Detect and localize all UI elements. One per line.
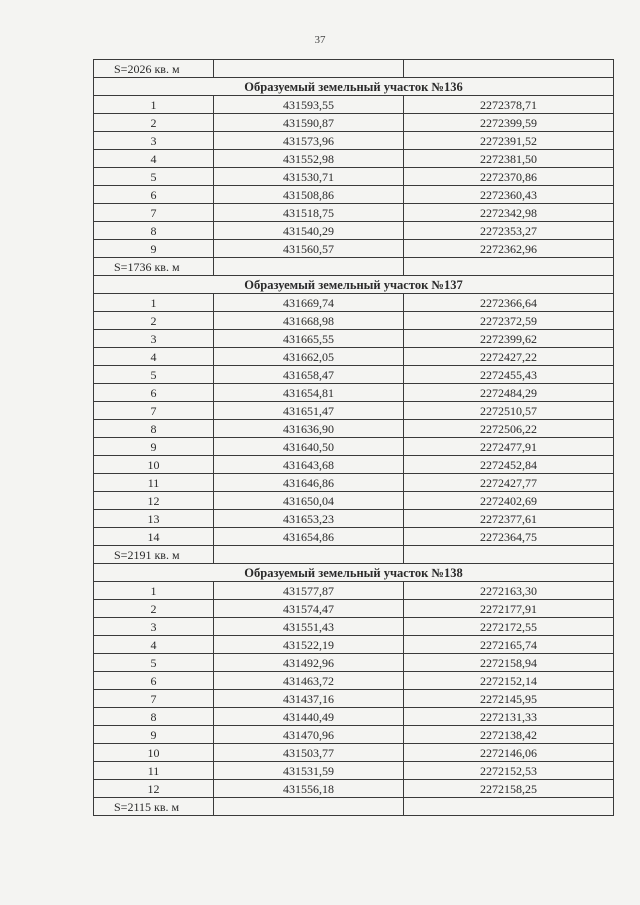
empty-cell [404,798,614,816]
table-row [94,420,614,438]
point-number-cell: 13 [94,510,214,528]
x-coordinate-cell: 431574,47 [214,600,404,618]
table-row [94,618,614,636]
table-row [94,708,614,726]
point-number-cell: 5 [94,168,214,186]
y-coordinate-cell: 2272427,77 [404,474,614,492]
x-coordinate-cell: 431552,98 [214,150,404,168]
plot-title-row [94,276,614,294]
x-coordinate-cell: 431658,47 [214,366,404,384]
point-number-cell: 8 [94,222,214,240]
x-coordinate-cell: 431560,57 [214,240,404,258]
empty-cell [214,798,404,816]
empty-cell [404,60,614,78]
point-number-cell: 9 [94,240,214,258]
y-coordinate-cell: 2272381,50 [404,150,614,168]
y-coordinate-cell: 2272131,33 [404,708,614,726]
point-number-cell: 2 [94,312,214,330]
table-row [94,384,614,402]
table-row [94,240,614,258]
x-coordinate-cell: 431646,86 [214,474,404,492]
table-row [94,366,614,384]
y-coordinate-cell: 2272477,91 [404,438,614,456]
empty-cell [214,60,404,78]
y-coordinate-cell: 2272362,96 [404,240,614,258]
x-coordinate-cell: 431669,74 [214,294,404,312]
point-number-cell: 4 [94,150,214,168]
area-row [94,798,614,816]
y-coordinate-cell: 2272510,57 [404,402,614,420]
table-row [94,726,614,744]
y-coordinate-cell: 2272172,55 [404,618,614,636]
point-number-cell: 7 [94,204,214,222]
x-coordinate-cell: 431530,71 [214,168,404,186]
empty-cell [214,258,404,276]
x-coordinate-cell: 431577,87 [214,582,404,600]
point-number-cell: 9 [94,438,214,456]
point-number-cell: 11 [94,474,214,492]
point-number-cell: 7 [94,690,214,708]
x-coordinate-cell: 431593,55 [214,96,404,114]
x-coordinate-cell: 431551,43 [214,618,404,636]
plot-title-row [94,564,614,582]
table-row [94,402,614,420]
x-coordinate-cell: 431470,96 [214,726,404,744]
point-number-cell: 10 [94,456,214,474]
y-coordinate-cell: 2272377,61 [404,510,614,528]
table-row [94,582,614,600]
x-coordinate-cell: 431662,05 [214,348,404,366]
y-coordinate-cell: 2272152,53 [404,762,614,780]
table-row [94,204,614,222]
y-coordinate-cell: 2272163,30 [404,582,614,600]
area-cell: S=1736 кв. м [94,258,214,276]
point-number-cell: 9 [94,726,214,744]
y-coordinate-cell: 2272146,06 [404,744,614,762]
plot-title: Образуемый земельный участок №137 [94,276,614,294]
point-number-cell: 10 [94,744,214,762]
y-coordinate-cell: 2272370,86 [404,168,614,186]
table-row [94,492,614,510]
y-coordinate-cell: 2272366,64 [404,294,614,312]
point-number-cell: 6 [94,186,214,204]
x-coordinate-cell: 431636,90 [214,420,404,438]
table-row [94,438,614,456]
x-coordinate-cell: 431503,77 [214,744,404,762]
x-coordinate-cell: 431440,49 [214,708,404,726]
point-number-cell: 6 [94,384,214,402]
page-number: 37 [314,34,326,46]
empty-cell [214,546,404,564]
x-coordinate-cell: 431654,86 [214,528,404,546]
x-coordinate-cell: 431518,75 [214,204,404,222]
point-number-cell: 6 [94,672,214,690]
empty-cell [404,546,614,564]
point-number-cell: 3 [94,132,214,150]
table-row [94,474,614,492]
table-row [94,672,614,690]
y-coordinate-cell: 2272399,59 [404,114,614,132]
point-number-cell: 7 [94,402,214,420]
area-row [94,60,614,78]
y-coordinate-cell: 2272353,27 [404,222,614,240]
x-coordinate-cell: 431531,59 [214,762,404,780]
x-coordinate-cell: 431437,16 [214,690,404,708]
y-coordinate-cell: 2272152,14 [404,672,614,690]
x-coordinate-cell: 431463,72 [214,672,404,690]
table-row [94,780,614,798]
point-number-cell: 3 [94,330,214,348]
coordinates-table [93,59,614,816]
point-number-cell: 12 [94,492,214,510]
y-coordinate-cell: 2272158,94 [404,654,614,672]
y-coordinate-cell: 2272506,22 [404,420,614,438]
point-number-cell: 8 [94,420,214,438]
point-number-cell: 1 [94,294,214,312]
table-row [94,168,614,186]
point-number-cell: 4 [94,348,214,366]
point-number-cell: 11 [94,762,214,780]
table-row [94,600,614,618]
y-coordinate-cell: 2272342,98 [404,204,614,222]
x-coordinate-cell: 431590,87 [214,114,404,132]
table-row [94,636,614,654]
plot-title: Образуемый земельный участок №136 [94,78,614,96]
table-row [94,330,614,348]
x-coordinate-cell: 431668,98 [214,312,404,330]
y-coordinate-cell: 2272378,71 [404,96,614,114]
table-row [94,654,614,672]
point-number-cell: 1 [94,96,214,114]
area-cell: S=2026 кв. м [94,60,214,78]
y-coordinate-cell: 2272165,74 [404,636,614,654]
table-row [94,690,614,708]
table-row [94,294,614,312]
area-cell: S=2191 кв. м [94,546,214,564]
x-coordinate-cell: 431650,04 [214,492,404,510]
y-coordinate-cell: 2272427,22 [404,348,614,366]
y-coordinate-cell: 2272360,43 [404,186,614,204]
x-coordinate-cell: 431651,47 [214,402,404,420]
table-row [94,528,614,546]
x-coordinate-cell: 431640,50 [214,438,404,456]
area-cell: S=2115 кв. м [94,798,214,816]
point-number-cell: 2 [94,600,214,618]
y-coordinate-cell: 2272364,75 [404,528,614,546]
point-number-cell: 12 [94,780,214,798]
x-coordinate-cell: 431522,19 [214,636,404,654]
table-row [94,348,614,366]
table-row [94,114,614,132]
point-number-cell: 2 [94,114,214,132]
x-coordinate-cell: 431654,81 [214,384,404,402]
table-row [94,312,614,330]
empty-cell [404,258,614,276]
area-row [94,546,614,564]
x-coordinate-cell: 431653,23 [214,510,404,528]
table-row [94,510,614,528]
table-row [94,186,614,204]
coordinates-table-body [94,60,614,816]
x-coordinate-cell: 431540,29 [214,222,404,240]
point-number-cell: 3 [94,618,214,636]
point-number-cell: 1 [94,582,214,600]
point-number-cell: 4 [94,636,214,654]
x-coordinate-cell: 431665,55 [214,330,404,348]
y-coordinate-cell: 2272402,69 [404,492,614,510]
table-row [94,222,614,240]
x-coordinate-cell: 431573,96 [214,132,404,150]
table-row [94,96,614,114]
point-number-cell: 14 [94,528,214,546]
table-row [94,132,614,150]
x-coordinate-cell: 431508,86 [214,186,404,204]
y-coordinate-cell: 2272177,91 [404,600,614,618]
table-row [94,456,614,474]
y-coordinate-cell: 2272399,62 [404,330,614,348]
y-coordinate-cell: 2272158,25 [404,780,614,798]
y-coordinate-cell: 2272484,29 [404,384,614,402]
y-coordinate-cell: 2272145,95 [404,690,614,708]
y-coordinate-cell: 2272455,43 [404,366,614,384]
y-coordinate-cell: 2272372,59 [404,312,614,330]
x-coordinate-cell: 431556,18 [214,780,404,798]
x-coordinate-cell: 431643,68 [214,456,404,474]
plot-title: Образуемый земельный участок №138 [94,564,614,582]
x-coordinate-cell: 431492,96 [214,654,404,672]
point-number-cell: 5 [94,366,214,384]
point-number-cell: 8 [94,708,214,726]
y-coordinate-cell: 2272452,84 [404,456,614,474]
y-coordinate-cell: 2272138,42 [404,726,614,744]
area-row [94,258,614,276]
table-row [94,744,614,762]
plot-title-row [94,78,614,96]
table-row [94,150,614,168]
table-row [94,762,614,780]
point-number-cell: 5 [94,654,214,672]
y-coordinate-cell: 2272391,52 [404,132,614,150]
